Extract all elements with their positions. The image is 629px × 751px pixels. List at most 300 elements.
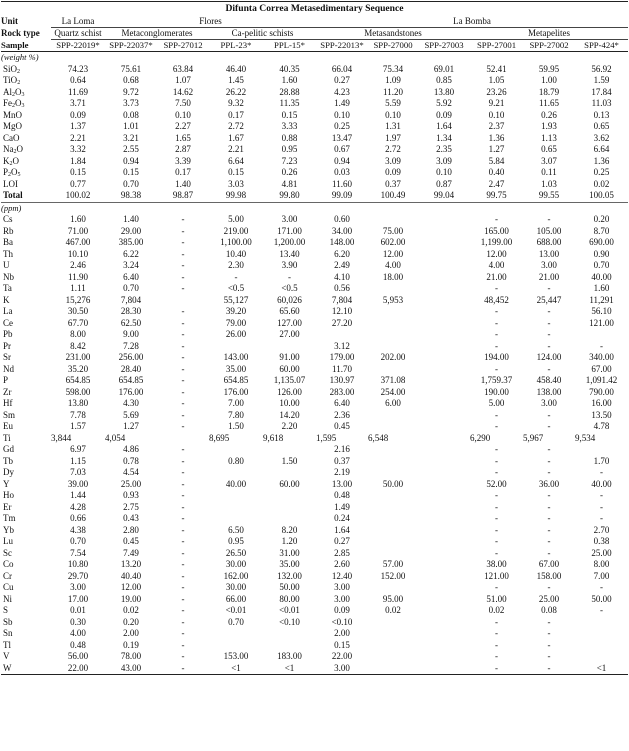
table-row bbox=[1, 121, 628, 133]
value-cell: 1.07 bbox=[175, 75, 191, 85]
value-cell bbox=[209, 467, 263, 479]
value-cell: - bbox=[181, 582, 185, 592]
element-label bbox=[1, 444, 51, 456]
value-cell: 2.49 bbox=[334, 260, 350, 270]
value-cell bbox=[368, 582, 418, 594]
value-cell: 1.49 bbox=[334, 98, 350, 108]
element-label bbox=[1, 190, 51, 202]
value-cell: - bbox=[181, 455, 185, 466]
value-cell: - bbox=[495, 582, 498, 592]
value-cell: 10.80 bbox=[67, 559, 89, 569]
value-cell: 8,695 bbox=[209, 432, 230, 443]
value-cell: 13.80 bbox=[433, 86, 455, 97]
value-cell bbox=[575, 617, 628, 629]
value-cell: 1.64 bbox=[334, 524, 350, 535]
table-row bbox=[1, 352, 628, 364]
value-cell: 654.85 bbox=[118, 375, 144, 385]
table-row bbox=[1, 663, 628, 675]
table-row bbox=[1, 272, 628, 284]
value-cell bbox=[418, 548, 470, 560]
rock-type-name: Metaconglomerates bbox=[105, 28, 209, 40]
value-cell bbox=[418, 571, 470, 583]
value-cell: 21.00 bbox=[486, 271, 507, 282]
value-cell: 12.40 bbox=[331, 570, 353, 581]
value-cell: 0.24 bbox=[334, 513, 350, 523]
table-row bbox=[1, 226, 628, 238]
value-cell: 0.25 bbox=[593, 167, 610, 177]
value-cell: - bbox=[495, 214, 498, 224]
value-cell: 1.65 bbox=[175, 132, 191, 143]
value-cell: - bbox=[547, 409, 551, 420]
value-cell: 3.00 bbox=[281, 214, 298, 224]
element-label bbox=[1, 98, 51, 110]
value-cell: 0.56 bbox=[334, 283, 350, 293]
value-cell bbox=[368, 318, 418, 330]
element-label bbox=[1, 306, 51, 318]
value-cell: 1.09 bbox=[385, 75, 401, 85]
value-cell: - bbox=[547, 628, 551, 638]
value-cell: 1.60 bbox=[281, 75, 298, 85]
value-cell: 43.00 bbox=[105, 663, 157, 675]
value-cell: - bbox=[288, 271, 291, 282]
value-cell: 18.00 bbox=[382, 271, 404, 282]
value-cell: 0.02 bbox=[123, 605, 139, 615]
value-cell: 5.69 bbox=[123, 409, 139, 420]
value-cell: 2.37 bbox=[488, 121, 505, 131]
element-symbol: Sr bbox=[3, 352, 12, 362]
table-row bbox=[1, 421, 628, 433]
value-cell: 1,199.00 bbox=[480, 237, 513, 247]
value-cell: 3.00 bbox=[70, 582, 86, 592]
value-cell bbox=[418, 594, 470, 606]
element-symbol: Cr bbox=[3, 570, 12, 581]
value-cell: - bbox=[547, 340, 551, 351]
sample-id: SPP-27001 bbox=[470, 40, 523, 52]
value-cell: 2.21 bbox=[228, 144, 244, 154]
value-cell: 132.00 bbox=[277, 570, 302, 581]
value-cell: - bbox=[547, 329, 551, 339]
element-symbol: TiO bbox=[3, 75, 18, 85]
value-cell bbox=[418, 283, 470, 295]
value-cell: 598.00 bbox=[65, 386, 91, 397]
value-cell: 6.20 bbox=[334, 248, 350, 259]
value-cell: 0.01 bbox=[70, 605, 86, 615]
value-cell: - bbox=[547, 651, 551, 661]
element-symbol: Sc bbox=[3, 547, 12, 558]
value-cell: - bbox=[495, 628, 498, 638]
unit-name: La Bomba bbox=[316, 16, 628, 28]
element-symbol: Hf bbox=[3, 398, 13, 408]
value-cell: 7.28 bbox=[123, 340, 139, 351]
value-cell: 190.00 bbox=[484, 386, 509, 397]
value-cell bbox=[209, 628, 263, 640]
element-label bbox=[1, 226, 51, 238]
value-cell: 5.00 bbox=[228, 214, 244, 224]
element-label bbox=[1, 237, 51, 249]
element-symbol: P bbox=[3, 167, 9, 177]
table-row bbox=[1, 651, 628, 663]
value-cell bbox=[368, 421, 418, 433]
value-cell: 0.10 bbox=[385, 109, 401, 120]
table-row bbox=[1, 306, 628, 318]
table-row bbox=[1, 364, 628, 376]
value-cell: 0.02 bbox=[385, 605, 401, 615]
value-cell: 0.78 bbox=[123, 455, 139, 466]
value-cell: 17.84 bbox=[591, 86, 612, 97]
value-cell bbox=[418, 513, 470, 525]
value-cell: - bbox=[547, 524, 551, 535]
value-cell: 39.20 bbox=[225, 306, 247, 316]
geochemistry-table bbox=[1, 16, 628, 675]
value-cell: 6.64 bbox=[593, 144, 610, 154]
value-cell: 31.00 bbox=[279, 547, 300, 558]
element-label bbox=[1, 64, 51, 76]
value-cell: 7.23 bbox=[281, 155, 298, 166]
value-cell: 30.00 bbox=[225, 559, 247, 569]
value-cell: 165.00 bbox=[484, 225, 509, 236]
value-cell: 0.70 bbox=[70, 536, 86, 546]
value-cell: - bbox=[181, 501, 185, 512]
value-cell bbox=[368, 341, 418, 353]
value-cell: - bbox=[495, 490, 498, 500]
value-cell: - bbox=[495, 283, 498, 293]
value-cell bbox=[418, 617, 470, 629]
table-row bbox=[1, 513, 628, 525]
value-cell: 0.15 bbox=[70, 167, 86, 177]
value-cell: 121.00 bbox=[589, 317, 614, 328]
element-label bbox=[1, 536, 51, 548]
value-cell: 0.03 bbox=[334, 167, 350, 177]
value-cell: 194.00 bbox=[484, 352, 509, 362]
value-cell: 74.23 bbox=[67, 63, 89, 74]
value-cell bbox=[418, 421, 470, 433]
element-label bbox=[1, 582, 51, 594]
value-cell: 0.10 bbox=[488, 109, 505, 120]
table-row bbox=[1, 375, 628, 387]
subscript: 2 bbox=[12, 103, 15, 109]
value-cell: 4.78 bbox=[593, 421, 610, 431]
value-cell: - bbox=[181, 651, 185, 661]
value-cell: - bbox=[495, 513, 498, 523]
value-cell: 2.16 bbox=[334, 444, 350, 454]
value-cell: 256.00 bbox=[118, 352, 144, 362]
sample-id: SPP-22019* bbox=[51, 40, 105, 52]
value-cell: 1.05 bbox=[488, 75, 505, 85]
sample-label: Sample bbox=[1, 40, 51, 52]
value-cell: - bbox=[181, 214, 185, 224]
value-cell: 152.00 bbox=[380, 570, 406, 581]
value-cell: 4.28 bbox=[70, 501, 86, 512]
value-cell: 219.00 bbox=[223, 225, 249, 236]
value-cell: - bbox=[495, 363, 498, 374]
value-cell: 5,953 bbox=[382, 294, 404, 305]
value-cell bbox=[368, 444, 418, 456]
value-cell: 11.60 bbox=[332, 178, 352, 189]
value-cell: 4.38 bbox=[70, 524, 86, 535]
element-symbol: Ni bbox=[3, 593, 12, 604]
value-cell: 688.00 bbox=[536, 237, 562, 247]
element-symbol: Co bbox=[3, 559, 14, 569]
value-cell: 0.94 bbox=[123, 155, 139, 166]
value-cell: 2.80 bbox=[123, 524, 139, 535]
element-symbol: Ba bbox=[3, 237, 13, 247]
value-cell: 1.27 bbox=[123, 421, 139, 431]
element-label bbox=[1, 421, 51, 433]
value-cell: <1 bbox=[209, 663, 263, 675]
table-body bbox=[1, 52, 628, 675]
value-cell: 9.32 bbox=[228, 98, 244, 108]
value-cell bbox=[368, 283, 418, 295]
element-symbol: Cs bbox=[3, 214, 13, 224]
value-cell: 100.05 bbox=[575, 190, 628, 202]
element-label bbox=[1, 329, 51, 341]
value-cell: 18.79 bbox=[538, 86, 560, 97]
section-label: (ppm) bbox=[1, 202, 22, 213]
table-row bbox=[1, 594, 628, 606]
table-row bbox=[1, 467, 628, 479]
value-cell: 0.25 bbox=[334, 121, 350, 131]
value-cell: 13.80 bbox=[67, 398, 89, 408]
table-row bbox=[1, 628, 628, 640]
element-symbol-suffix: O bbox=[12, 155, 19, 166]
table-row bbox=[1, 318, 628, 330]
value-cell: 69.01 bbox=[433, 63, 455, 74]
value-cell: 127.00 bbox=[277, 317, 302, 328]
element-symbol: Th bbox=[3, 248, 13, 259]
table-row bbox=[1, 387, 628, 399]
value-cell: 2.00 bbox=[334, 628, 350, 638]
value-cell: - bbox=[181, 570, 185, 581]
value-cell: 0.45 bbox=[334, 421, 350, 431]
value-cell: 40.40 bbox=[120, 570, 142, 581]
value-cell bbox=[368, 214, 418, 226]
value-cell: 25,447 bbox=[536, 294, 562, 305]
value-cell bbox=[418, 640, 470, 652]
element-label bbox=[1, 87, 51, 99]
value-cell: 15,276 bbox=[65, 294, 91, 305]
value-cell: 7,804 bbox=[120, 294, 142, 305]
value-cell: 40.00 bbox=[225, 478, 247, 489]
value-cell: 124.00 bbox=[536, 352, 562, 362]
value-cell bbox=[575, 651, 628, 663]
value-cell: 0.88 bbox=[281, 132, 298, 143]
element-symbol: La bbox=[3, 306, 13, 316]
value-cell: 143.00 bbox=[223, 352, 249, 362]
element-label bbox=[1, 651, 51, 663]
value-cell bbox=[368, 628, 418, 640]
table-row bbox=[1, 249, 628, 261]
value-cell: 0.11 bbox=[541, 167, 557, 177]
value-cell: 5,967 bbox=[523, 432, 544, 443]
value-cell: - bbox=[547, 501, 551, 512]
table-row bbox=[1, 479, 628, 491]
value-cell: - bbox=[181, 639, 185, 650]
value-cell: 11.65 bbox=[539, 98, 559, 108]
value-cell: 79.00 bbox=[225, 317, 247, 328]
value-cell: 0.10 bbox=[334, 109, 350, 120]
table-row bbox=[1, 75, 628, 87]
value-cell bbox=[209, 640, 263, 652]
value-cell: 65.60 bbox=[279, 306, 300, 316]
value-cell: 60.00 bbox=[279, 363, 300, 374]
value-cell: 2.46 bbox=[70, 260, 86, 270]
value-cell: 1,091.42 bbox=[585, 375, 618, 385]
value-cell: 1.93 bbox=[541, 121, 557, 131]
value-cell: 162.00 bbox=[223, 570, 249, 581]
value-cell: 5.59 bbox=[385, 98, 401, 108]
value-cell: 29.70 bbox=[67, 570, 89, 581]
value-cell: - bbox=[495, 547, 498, 558]
value-cell: 9,534 bbox=[575, 432, 596, 443]
element-symbol: Tl bbox=[3, 639, 11, 650]
value-cell: 16.00 bbox=[591, 398, 612, 408]
value-cell: 98.87 bbox=[157, 190, 209, 202]
value-cell: - bbox=[181, 352, 185, 362]
value-cell: 3.00 bbox=[316, 663, 368, 675]
value-cell: 26.00 bbox=[225, 329, 247, 339]
element-symbol: Y bbox=[3, 478, 10, 489]
table-row bbox=[1, 110, 628, 122]
value-cell bbox=[418, 467, 470, 479]
value-cell: 0.45 bbox=[123, 536, 139, 546]
value-cell bbox=[418, 663, 470, 675]
element-symbol: Total bbox=[3, 190, 23, 200]
value-cell: 0.15 bbox=[281, 109, 298, 120]
element-symbol: Cu bbox=[3, 582, 14, 592]
element-symbol: Pb bbox=[3, 329, 13, 339]
value-cell: - bbox=[547, 214, 551, 224]
table-row bbox=[1, 260, 628, 272]
value-cell: 0.02 bbox=[488, 605, 505, 615]
value-cell: 51.00 bbox=[486, 593, 507, 604]
element-label bbox=[1, 121, 51, 133]
table-row bbox=[1, 87, 628, 99]
value-cell: 11.03 bbox=[591, 98, 612, 108]
value-cell bbox=[157, 295, 209, 307]
value-cell: 0.20 bbox=[123, 616, 139, 627]
sample-id: SPP-27012 bbox=[157, 40, 209, 52]
value-cell: - bbox=[181, 605, 185, 615]
value-cell bbox=[575, 628, 628, 640]
value-cell: 371.08 bbox=[380, 375, 406, 385]
table-row bbox=[1, 536, 628, 548]
value-cell bbox=[368, 410, 418, 422]
value-cell bbox=[368, 513, 418, 525]
value-cell: 121.00 bbox=[484, 570, 509, 581]
element-symbol: Rb bbox=[3, 225, 14, 236]
table-row bbox=[1, 98, 628, 110]
element-symbol: Ta bbox=[3, 283, 12, 293]
subscript: 2 bbox=[8, 172, 12, 178]
element-symbol: Sm bbox=[3, 409, 16, 420]
element-label bbox=[1, 410, 51, 422]
value-cell: 3.09 bbox=[436, 155, 452, 166]
value-cell: 3.00 bbox=[334, 593, 350, 604]
value-cell: 0.70 bbox=[593, 260, 610, 270]
value-cell: 6.40 bbox=[123, 271, 139, 282]
element-label bbox=[1, 144, 51, 156]
value-cell: 1,200.00 bbox=[273, 237, 306, 247]
value-cell: - bbox=[181, 283, 185, 293]
value-cell: 458.40 bbox=[536, 375, 562, 385]
value-cell: 34.00 bbox=[331, 225, 353, 236]
value-cell: 6.40 bbox=[334, 398, 350, 408]
element-label bbox=[1, 341, 51, 353]
value-cell: 9,618 bbox=[263, 432, 284, 443]
value-cell bbox=[263, 640, 316, 652]
value-cell: 7.00 bbox=[228, 398, 244, 408]
value-cell: 28.40 bbox=[120, 363, 142, 374]
value-cell: 100.49 bbox=[368, 190, 418, 202]
value-cell: 2.55 bbox=[123, 144, 139, 154]
table-row bbox=[1, 64, 628, 76]
value-cell: - bbox=[181, 444, 185, 454]
sample-id: PPL-23* bbox=[209, 40, 263, 52]
value-cell: 56.00 bbox=[67, 651, 89, 661]
value-cell: - bbox=[547, 363, 551, 374]
table-row bbox=[1, 190, 628, 202]
value-cell: 99.75 bbox=[470, 190, 523, 202]
value-cell: 254.00 bbox=[380, 386, 406, 397]
value-cell: 91.00 bbox=[279, 352, 300, 362]
value-cell: 2.27 bbox=[175, 121, 191, 131]
table-row bbox=[1, 640, 628, 652]
value-cell: 0.17 bbox=[175, 167, 191, 177]
value-cell: <0.10 bbox=[331, 616, 353, 627]
value-cell: 5.00 bbox=[488, 398, 505, 408]
value-cell: 171.00 bbox=[277, 225, 302, 236]
value-cell: - bbox=[547, 421, 551, 431]
table-row bbox=[1, 398, 628, 410]
element-label bbox=[1, 283, 51, 295]
value-cell: 6,290 bbox=[470, 432, 491, 443]
table-row bbox=[1, 156, 628, 168]
value-cell: 0.09 bbox=[436, 109, 452, 120]
subscript: 3 bbox=[21, 103, 25, 109]
value-cell: 148.00 bbox=[329, 237, 355, 247]
value-cell: <1 bbox=[575, 663, 628, 675]
value-cell: 690.00 bbox=[589, 237, 614, 247]
value-cell: 99.09 bbox=[316, 190, 368, 202]
value-cell: - bbox=[181, 467, 185, 477]
value-cell: 4,054 bbox=[105, 432, 126, 443]
element-label bbox=[1, 605, 51, 617]
value-cell: 4.23 bbox=[334, 86, 350, 97]
sample-id: SPP-22037* bbox=[105, 40, 157, 52]
value-cell bbox=[418, 329, 470, 341]
value-cell: 0.65 bbox=[541, 144, 557, 154]
unit-name: Flores bbox=[105, 16, 316, 28]
value-cell bbox=[368, 502, 418, 514]
value-cell bbox=[575, 640, 628, 652]
value-cell bbox=[418, 502, 470, 514]
value-cell: - bbox=[181, 536, 185, 546]
value-cell bbox=[263, 467, 316, 479]
element-label bbox=[1, 179, 51, 191]
rock-type-label: Rock type bbox=[1, 28, 40, 38]
value-cell: 0.15 bbox=[228, 167, 244, 177]
value-cell: - bbox=[495, 651, 498, 661]
value-cell: 0.15 bbox=[123, 167, 139, 177]
value-cell bbox=[418, 375, 470, 387]
value-cell: - bbox=[234, 271, 238, 282]
value-cell bbox=[418, 479, 470, 491]
value-cell: 7.03 bbox=[70, 467, 86, 477]
value-cell: 40.00 bbox=[591, 271, 612, 282]
element-symbol-suffix: O bbox=[11, 167, 18, 177]
value-cell bbox=[418, 536, 470, 548]
value-cell: 3.33 bbox=[281, 121, 298, 131]
